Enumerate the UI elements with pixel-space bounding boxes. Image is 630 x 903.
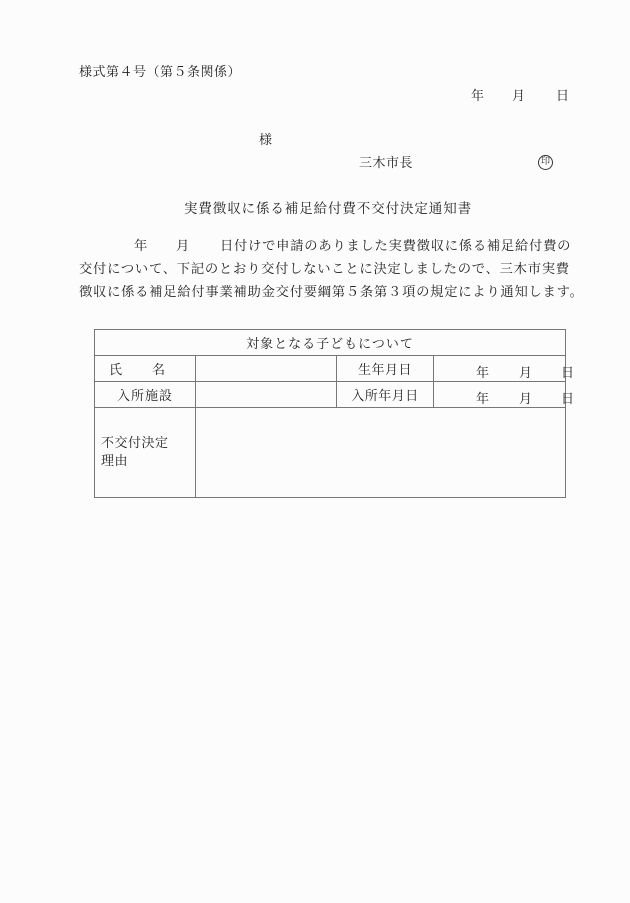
body-line-1 [79,240,579,263]
date-month-label: 月 [512,89,526,104]
child-info-table [94,329,575,498]
name-label-part-2: 名 [152,363,166,378]
name-label-part-1: 氏 [109,363,123,378]
seal-icon: 印 [538,155,553,170]
birthdate-label: 生年月日 [337,356,434,382]
facility-field[interactable] [196,382,337,408]
admission-year: 年 [476,392,490,407]
table-row [95,356,566,382]
date-day-label: 日 [556,89,570,104]
body-line-2: 交付について、下記のとおり交付しないことに決定しましたので、三木市実費 [79,262,570,277]
name-field[interactable] [196,356,337,382]
table-header: 対象となる子どもについて [95,330,566,356]
facility-label: 入所施設 [95,382,196,408]
body-date-year: 年 [134,239,149,254]
admission-date-label: 入所年月日 [337,382,434,408]
name-label [95,356,196,382]
reason-field[interactable] [196,408,566,498]
table-header-row [95,330,566,356]
admission-day: 日 [561,392,575,407]
date-year-label: 年 [471,89,485,104]
body-paragraph [79,239,584,309]
table-row [95,382,566,408]
birthdate-day: 日 [561,366,575,381]
reason-label [95,408,196,498]
admission-date-field[interactable] [434,382,575,408]
birthdate-field[interactable] [434,356,575,382]
table-row [95,408,566,498]
admission-month: 月 [519,392,533,407]
birthdate-year: 年 [476,366,490,381]
issuer-name: 三木市長 [359,156,414,171]
document-title: 実費徴収に係る補足給付費不交付決定通知書 [184,201,472,217]
reason-label-line-2: 理由 [101,453,129,469]
reason-label-line-1: 不交付決定 [101,435,169,451]
body-line-1-text: 日付けで申請のありました実費徴収に係る補足給付費の [220,239,572,254]
body-date-month: 月 [176,239,191,254]
form-number: 様式第４号（第５条関係） [79,65,242,80]
body-line-3: 徴収に係る補足給付事業補助金交付要綱第５条第３項の規定により通知します。 [79,285,584,300]
recipient-suffix: 様 [259,133,273,148]
birthdate-month: 月 [519,366,533,381]
